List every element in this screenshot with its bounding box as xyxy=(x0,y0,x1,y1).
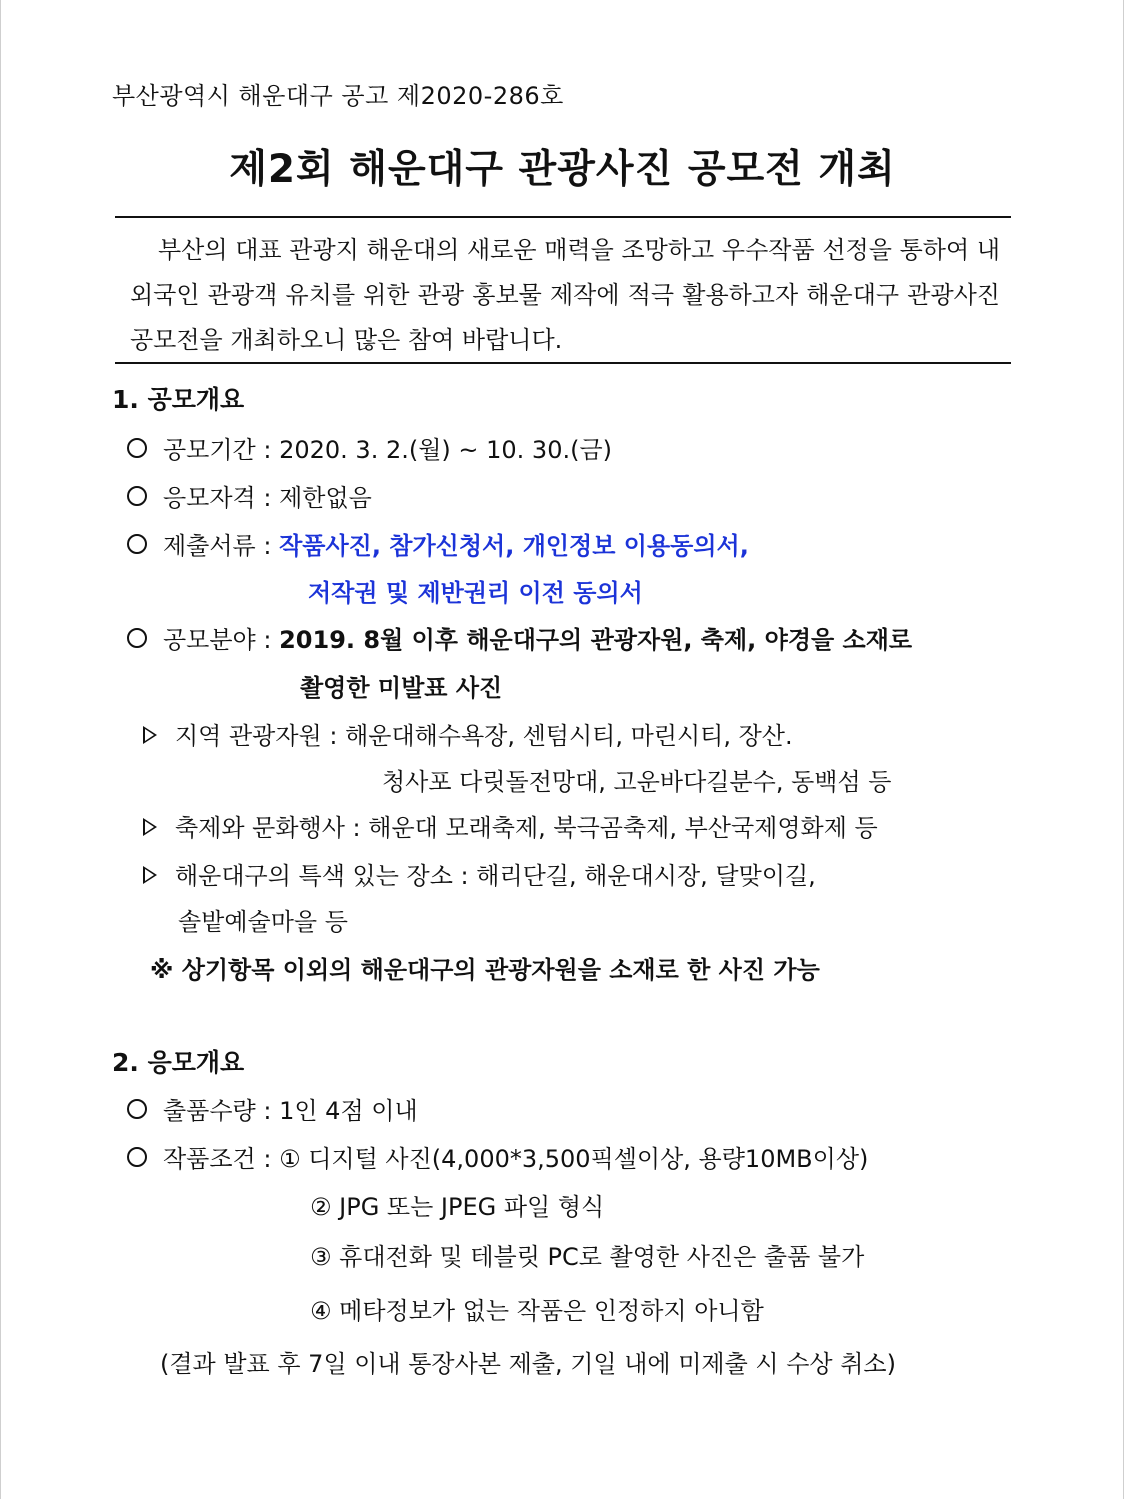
period-label: 공모기간 : xyxy=(163,436,272,464)
page-title: 제2회 해운대구 관광사진 공모전 개최 xyxy=(229,147,896,192)
eligibility-value: 제한없음 xyxy=(279,484,372,512)
field-label: 공모분야 : xyxy=(163,626,272,654)
top-divider xyxy=(115,216,1011,218)
sub-item-festivals xyxy=(143,808,878,843)
triangle-bullet-icon xyxy=(143,726,157,744)
bottom-divider xyxy=(115,362,1011,364)
condition-item: ② JPG 또는 JPEG 파일 형식 xyxy=(310,1193,605,1221)
conditions-label: 작품조건 : xyxy=(163,1145,272,1173)
period-row xyxy=(127,430,612,465)
section2-footnote: (결과 발표 후 7일 이내 통장사본 제출, 기일 내에 미제출 시 수상 취소) xyxy=(160,1350,896,1378)
notice-number: 부산광역시 해운대구 공고 제2020-286호 xyxy=(112,82,564,110)
field-value-line1: 2019. 8월 이후 해운대구의 관광자원, 축제, 야경을 소재로 xyxy=(279,626,913,654)
triangle-bullet-icon xyxy=(143,866,157,884)
documents-value-line1: 작품사진, 참가신청서, 개인정보 이용동의서, xyxy=(279,532,749,560)
condition-item: ③ 휴대전화 및 테블릿 PC로 촬영한 사진은 출품 불가 xyxy=(310,1243,865,1271)
condition-item: ① 디지털 사진(4,000*3,500픽셀이상, 용량10MB이상) xyxy=(279,1145,869,1173)
special-places-line2: 솔밭예술마을 등 xyxy=(178,908,348,936)
section1-note: ※ 상기항목 이외의 해운대구의 관광자원을 소재로 한 사진 가능 xyxy=(150,956,820,984)
documents-value-line2: 저작권 및 제반권리 이전 동의서 xyxy=(308,579,643,607)
field-value-line2: 촬영한 미발표 사진 xyxy=(300,674,503,702)
condition-item: ④ 메타정보가 없는 작품은 인정하지 아니함 xyxy=(310,1297,764,1325)
sub-item-special-places xyxy=(143,856,816,891)
section2-heading: 2. 응모개요 xyxy=(112,1048,245,1077)
local-resources-line2: 청사포 다릿돌전망대, 고운바다길분수, 동백섬 등 xyxy=(382,768,892,796)
circle-bullet-icon xyxy=(127,628,147,648)
period-value: 2020. 3. 2.(월) ~ 10. 30.(금) xyxy=(279,436,613,464)
circle-bullet-icon xyxy=(127,534,147,554)
circle-bullet-icon xyxy=(127,438,147,458)
quantity-value: 1인 4점 이내 xyxy=(279,1097,418,1125)
field-row xyxy=(127,620,912,655)
circle-bullet-icon xyxy=(127,1099,147,1119)
special-places-line1: 해운대구의 특색 있는 장소 : 해리단길, 해운대시장, 달맞이길, xyxy=(175,862,816,890)
quantity-label: 출품수량 : xyxy=(163,1097,272,1125)
documents-label: 제출서류 : xyxy=(163,532,272,560)
section1-heading: 1. 공모개요 xyxy=(112,385,245,414)
intro-paragraph xyxy=(130,228,1000,363)
eligibility-label: 응모자격 : xyxy=(163,484,272,512)
quantity-row xyxy=(127,1091,418,1126)
documents-row xyxy=(127,526,749,561)
conditions-row xyxy=(127,1139,868,1174)
local-resources-line1: 지역 관광자원 : 해운대해수욕장, 센텀시티, 마린시티, 장산. xyxy=(175,722,793,750)
triangle-bullet-icon xyxy=(143,818,157,836)
circle-bullet-icon xyxy=(127,1147,147,1167)
circle-bullet-icon xyxy=(127,486,147,506)
eligibility-row xyxy=(127,478,372,513)
sub-item-local-resources xyxy=(143,716,793,751)
festivals-text: 축제와 문화행사 : 해운대 모래축제, 북극곰축제, 부산국제영화제 등 xyxy=(175,814,878,842)
intro-text: 부산의 대표 관광지 해운대의 새로운 매력을 조망하고 우수작품 선정을 통하여 내외국인 관광객 유치를 위한 관광 홍보물 제작에 적극 활용하고자 해운대구 관광사진 공모전을 개최하오니 많은 참여 바랍니다. xyxy=(130,236,1000,354)
